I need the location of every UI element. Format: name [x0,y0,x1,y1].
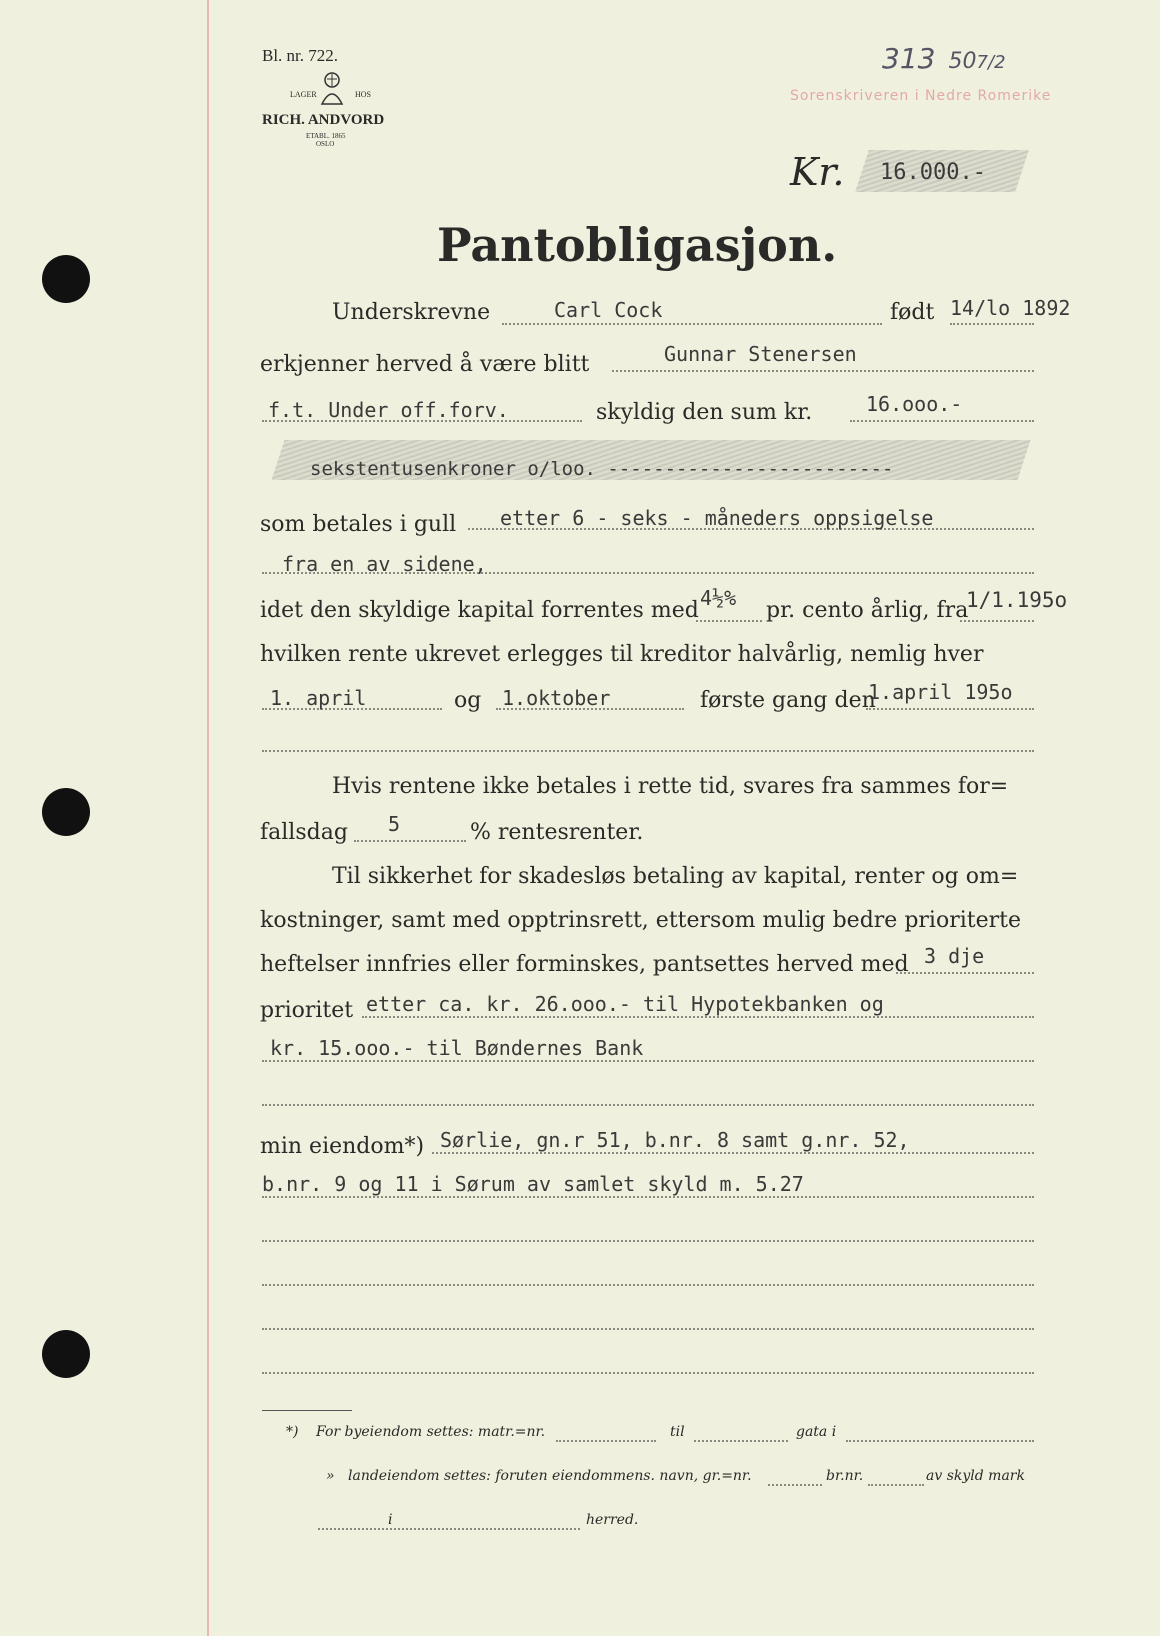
interest-from-date: 1/1.195o [966,588,1068,612]
interest-label: idet den skyldige kapital forrentes med [260,598,699,623]
property-text-2: b.nr. 9 og 11 i Sørum av samlet skyld m. 5.27 [262,1172,804,1196]
dotted-line [262,1104,1034,1106]
owing-amount: 16.ooo.- [866,392,963,416]
stamp-text: Sorenskriveren i Nedre Romerike [790,88,1052,104]
form-number: Bl. nr. 722. [262,46,339,65]
dotted-line [846,1440,1034,1442]
archive-number-main: 313 [882,42,936,75]
footnote-2c: av skyld mark [926,1468,1025,1484]
footnote-2b: br.nr. [826,1468,864,1484]
late-text-1: Hvis rentene ikke betales i rette tid, svares fra sammes for= [332,774,1009,799]
dotted-line [362,1016,1034,1018]
creditor-name: Gunnar Stenersen [664,342,857,366]
punch-hole [42,1330,90,1378]
underskrevne-label: Underskrevne [332,300,491,325]
date-1: 1. april [270,686,367,710]
archive-number [882,42,1006,75]
payable-terms-2: fra en av sidene, [282,552,487,576]
publisher-etabl: ETABL. 1865 [306,132,346,140]
margin-line [207,0,209,1636]
footnote-1a: For byeiendom settes: matr.=nr. [316,1424,546,1440]
dotted-line [262,1372,1034,1374]
dotted-line [318,1528,580,1530]
dotted-line [262,1240,1034,1242]
publisher-city: OSLO [316,140,335,148]
dotted-line [950,323,1034,325]
dotted-line [432,1152,1034,1154]
dotted-line [262,1328,1034,1330]
dotted-line [262,1284,1034,1286]
dotted-line [354,840,466,842]
footnote-3a: i [388,1512,393,1528]
punch-hole [42,788,90,836]
dotted-line [768,1484,822,1486]
footnote-2a: landeiendom settes: foruten eiendommens. navn, gr.=nr. [348,1468,752,1484]
late-text-2a: fallsdag [260,820,348,845]
payable-terms-1: etter 6 - seks - måneders oppsigelse [500,506,934,530]
creditor-representative: f.t. Under off.forv. [268,398,509,422]
dotted-line [612,370,1034,372]
amount-label: Kr. [790,150,845,194]
dotted-line [696,620,762,622]
dotted-line [868,1484,924,1486]
amount-value: 16.000.- [880,160,986,185]
og-label: og [454,688,482,713]
dotted-line [556,1440,656,1442]
property-text-1: Sørlie, gn.r 51, b.nr. 8 samt g.nr. 52, [440,1128,910,1152]
punch-hole [42,255,90,303]
late-text-2b: % rentesrenter. [470,820,644,845]
dotted-line [262,1060,1034,1062]
archive-suffix: 7/2 [976,52,1006,73]
footnote-separator [262,1410,352,1411]
dotted-line [694,1440,788,1442]
publisher-lager: LAGER [290,90,317,99]
born-date: 14/lo 1892 [950,296,1071,320]
payable-label: som betales i gull [260,512,457,537]
rent-text: hvilken rente ukrevet erlegges til kreditor halvårlig, nemlig hver [260,642,984,667]
dotted-line [262,1196,1034,1198]
interest-mid-label: pr. cento årlig, fra [766,598,969,623]
first-time-label: første gang den [700,688,876,713]
owing-label: skyldig den sum kr. [596,400,813,425]
amount-in-words: sekstentusenkroner o/loo. ------------------------- [310,458,894,480]
dotted-line [896,972,1034,974]
footnote-mark-1: *) [286,1424,299,1440]
priority-text-2: kr. 15.ooo.- til Bøndernes Bank [270,1036,644,1060]
publisher-emblem-icon [316,70,348,106]
priority-text-1: etter ca. kr. 26.ooo.- til Hypotekbanken og [366,992,884,1016]
publisher-hos: HOS [355,90,372,99]
dotted-line [866,708,1034,710]
acknowledge-label: erkjenner herved å være blitt [260,352,590,377]
footnote-3b: herred. [586,1512,639,1528]
security-text-3: heftelser innfries eller forminskes, pantsettes herved med [260,952,909,977]
priority-number: 3 dje [924,944,985,968]
dotted-line [960,620,1034,622]
debtor-name: Carl Cock [554,298,663,322]
publisher-name: RICH. ANDVORD [262,112,385,128]
archive-year: 50 [948,49,977,74]
publisher-logo [262,70,402,150]
dotted-line [502,323,882,325]
security-text-2: kostninger, samt med opptrinsrett, ettersom mulig bedre prioriterte [260,908,1021,933]
interest-rate: 4½% [700,586,737,610]
born-label: født [890,300,935,325]
dotted-line [850,420,1034,422]
footnote-1c: gata i [796,1424,837,1440]
page-title: Pantobligasjon. [437,218,838,272]
late-percent: 5 [388,812,401,836]
footnote-mark-2: » [326,1468,335,1484]
security-text-1: Til sikkerhet for skadesløs betaling av kapital, renter og om= [332,864,1019,889]
date-2: 1.oktober [502,686,611,710]
property-label: min eiendom*) [260,1134,425,1159]
priority-label: prioritet [260,998,354,1023]
first-date: 1.april 195o [868,680,1013,704]
dotted-line [262,750,1034,752]
footnote-1b: til [670,1424,685,1440]
